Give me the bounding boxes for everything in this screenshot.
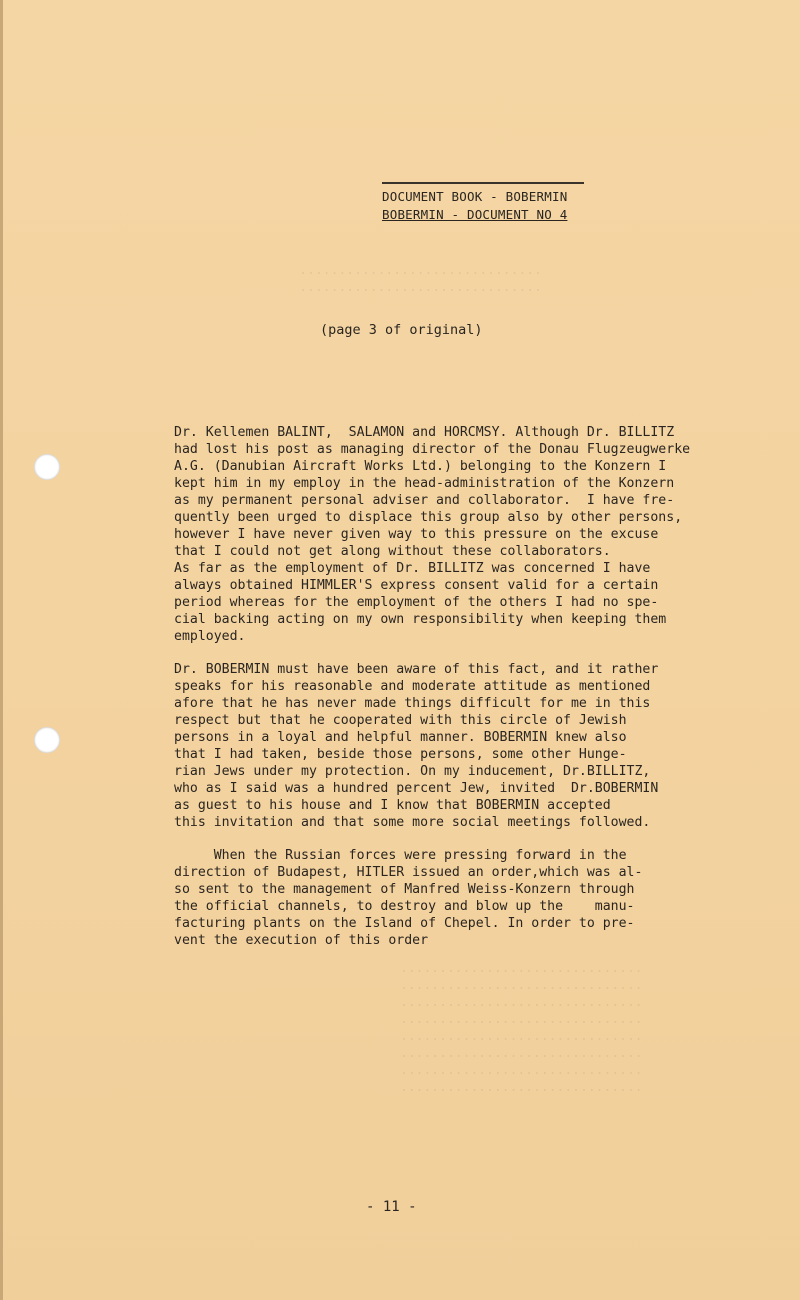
- header-rule: [382, 182, 584, 184]
- paragraph: Dr. Kellemen BALINT, SALAMON and HORCMSY. Although Dr. BILLITZ had lost his post as managing director of the Donau Flugzeugwerke A.G. (Danubian Aircraft Works Ltd.) belonging to the Konzern I kept him in my employ in the head-administration of the Konzern as my permanent personal adviser and collaborator. I have fre- quently been urged to displace this group also by other persons, however I have never given way to this pressure on the excuse that I could not get along without these collaborators. As far as the employment of Dr. BILLITZ was concerned I have always obtained HIMMLER'S express consent valid for a certain period whereas for the employment of the others I had no spe- cial backing acting on my own responsibility when keeping them employed.: [174, 425, 691, 644]
- header-title: DOCUMENT BOOK - BOBERMIN: [382, 189, 568, 204]
- bleed-through-text: ............................... ...............................: [299, 263, 542, 295]
- page-note: (page 3 of original): [320, 322, 483, 338]
- paragraph: When the Russian forces were pressing forward in the direction of Budapest, HITLER issued an order,which was al- so sent to the management of Manfred Weiss-Konzern through the official channels, to destroy and blow up the manu- facturing plants on the Island of Chepel. In order to pre- vent the execution of this order: [174, 848, 643, 948]
- punch-hole: [34, 727, 60, 753]
- punch-hole: [34, 454, 60, 480]
- page-number: - 11 -: [366, 1199, 417, 1215]
- bleed-through-text: ............................... ............................... ............................... ............................... ............................... ............................... ............................... ...............................: [400, 961, 643, 1095]
- header-document-number: BOBERMIN - DOCUMENT NO 4: [382, 207, 568, 222]
- paragraph: Dr. BOBERMIN must have been aware of this fact, and it rather speaks for his reasonable and moderate attitude as mentioned afore that he has never made things difficult for me in this respect but that he cooperated with this circle of Jewish persons in a loyal and helpful manner. BOBERMIN knew also that I had taken, beside those persons, some other Hunge- rian Jews under my protection. On my inducement, Dr.BILLITZ, who as I said was a hundred percent Jew, invited Dr.BOBERMIN as guest to his house and I know that BOBERMIN accepted this invitation and that some more social meetings followed.: [174, 662, 659, 830]
- body-text: [174, 424, 734, 949]
- document-header: [382, 182, 602, 224]
- page-edge: [0, 0, 3, 1300]
